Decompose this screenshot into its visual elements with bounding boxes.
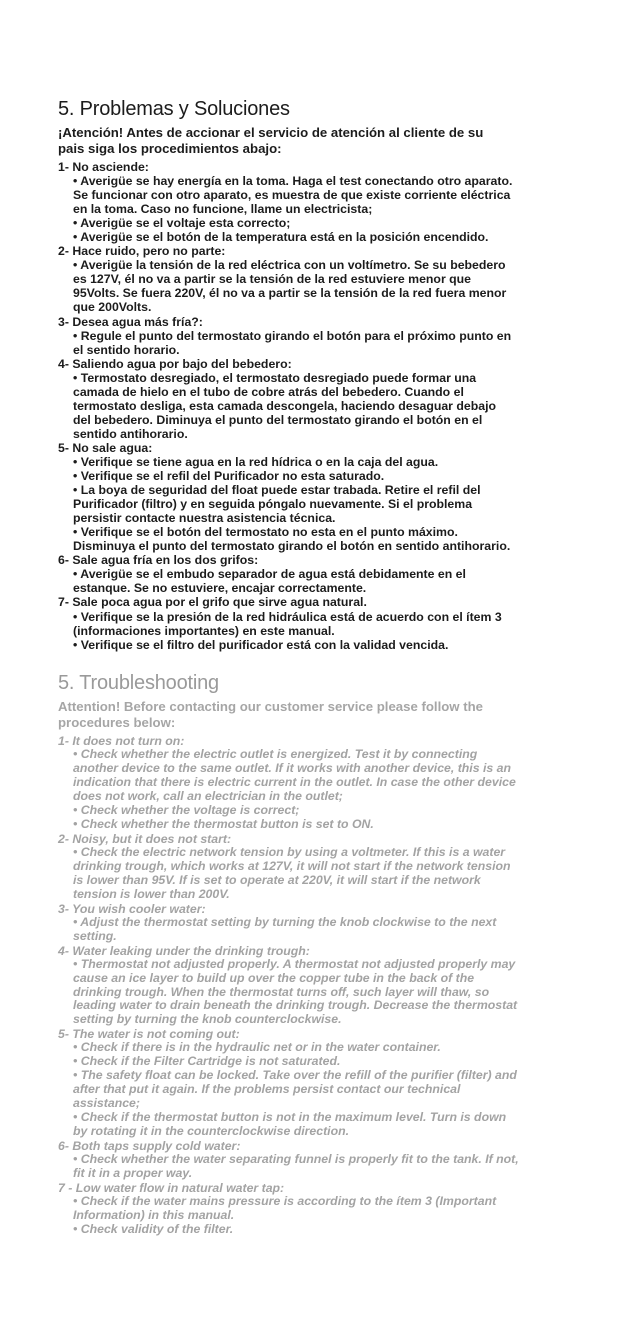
- solution-line: • Check validity of the filter.: [73, 1222, 234, 1237]
- solution-line: leading water to drain beneath the drinking trough. Decrease the thermostat: [73, 998, 518, 1013]
- solution-line: indication that there is electric current in the outlet. In case the other device: [73, 774, 516, 789]
- attention-line: Attention! Before contacting our customer service please follow the: [58, 699, 484, 714]
- problem-item: [58, 315, 574, 357]
- solution-line: • Check if the thermostat button is not in the maximum level. Turn is down: [73, 1110, 507, 1125]
- solution-line: termostato desliga, esta camada descongela, haciendo desaguar debajo: [73, 398, 497, 413]
- solution-line: is lower than 95V. If is set to operate at 220V, it will start if the network: [73, 872, 481, 887]
- solution-line: • Regule el punto del termostato girando el botón para el próximo punto en: [73, 328, 512, 343]
- solution-line: • The safety float can be locked. Take over the refill of the purifier (filter) and: [73, 1068, 517, 1083]
- problem-item: [58, 1139, 574, 1181]
- solution-line: • Check the electric network tension by using a voltmeter. If this is a water: [73, 844, 506, 859]
- problem-title: 3- You wish cooler water:: [58, 901, 206, 916]
- solution-line: sentido antihorario.: [73, 426, 188, 441]
- solution-line: after that put it again. If the problems persist contact our technical: [73, 1082, 461, 1097]
- solution-line: • Check whether the water separating funnel is properly fit to the tank. If not,: [73, 1152, 519, 1167]
- attention-notice: [58, 699, 574, 730]
- problem-title: 5- The water is not coming out:: [58, 1027, 240, 1042]
- solution-line: • Check if there is in the hydraulic net or in the water container.: [73, 1040, 441, 1055]
- solution-line: • Check whether the electric outlet is energized. Test it by connecting: [73, 747, 478, 762]
- problem-title: 3- Desea agua más fría?:: [58, 314, 203, 329]
- problem-title: 1- No asciende:: [58, 160, 149, 174]
- solution-line: Information) in this manual.: [73, 1208, 235, 1223]
- problem-item: [58, 902, 574, 944]
- solution-line: setting.: [73, 928, 117, 943]
- solution-line: • Averigüe se el botón de la temperatura está en la posición encendido.: [73, 230, 489, 245]
- solution-line: assistance;: [73, 1096, 140, 1111]
- attention-line: pais siga los procedimientos abajo:: [58, 140, 282, 156]
- solution-line: • Verifique se el botón del termostato no esta en el punto máximo.: [73, 525, 458, 540]
- solution-line: Disminuya el punto del termostato girando el botón en sentido antihorario.: [73, 539, 511, 554]
- solution-line: 95Volts. Se fuera 220V, él no va a partir se la tensión de la red fuera menor: [73, 286, 507, 301]
- problem-title: 6- Both taps supply cold water:: [58, 1139, 241, 1154]
- solution-line: • Verifique se el refil del Purificador no esta saturado.: [73, 469, 385, 484]
- solution-line: • Check whether the voltage is correct;: [73, 802, 300, 817]
- problem-item: [58, 357, 574, 441]
- solution-line: • Averigüe la tensión de la red eléctrica con un voltímetro. Se su bebedero: [73, 258, 506, 273]
- solution-line: tension is lower than 200V.: [73, 886, 230, 901]
- solution-line: (informaciones importantes) en este manual.: [73, 623, 335, 638]
- solution-line: • La boya de seguridad del float puede estar trabada. Retire el refil del: [73, 483, 481, 498]
- solution-line: fit it in a proper way.: [73, 1166, 193, 1181]
- solution-line: • Check if the water mains pressure is according to the ítem 3 (Important: [73, 1194, 497, 1209]
- solution-line: Purificador (filtro) y en seguida póngalo nuevamente. Si el problema: [73, 497, 473, 512]
- solution-line: el sentido horario.: [73, 342, 180, 357]
- attention-notice: [58, 125, 574, 156]
- solution-line: drinking trough. When the thermostat turns off, such layer will thaw, so: [73, 984, 490, 999]
- problem-title: 7 - Low water flow in natural water tap:: [58, 1181, 285, 1196]
- solution-line: • Averigüe se el voltaje esta correcto;: [73, 216, 291, 231]
- solution-line: • Check if the Filter Cartridge is not saturated.: [73, 1054, 341, 1069]
- solution-line: camada de hielo en el tubo de cobre atrás del bebedero. Cuando el: [73, 384, 464, 399]
- attention-line: procedures below:: [58, 714, 176, 730]
- solution-line: by rotating it in the counterclockwise direction.: [73, 1124, 350, 1139]
- solution-line: does not work, call an electrician in the outlet;: [73, 788, 343, 803]
- problem-item: [58, 160, 574, 244]
- problem-title: 2- Noisy, but it does not start:: [58, 831, 232, 846]
- problem-item: [58, 553, 574, 595]
- problem-item: [58, 1027, 574, 1139]
- solution-line: drinking trough, which works at 127V, it will not start if the network tension: [73, 858, 511, 873]
- spanish-section: [58, 98, 574, 652]
- solution-line: • Termostato desregiado, el termostato desregiado puede formar una: [73, 370, 477, 385]
- problem-item: [58, 832, 574, 902]
- solution-line: • Averigüe se el embudo separador de agua está debidamente en el: [73, 567, 466, 582]
- section-title: 5. Problemas y Soluciones: [58, 98, 290, 120]
- problem-item: [58, 244, 574, 314]
- solution-line: Se funcionar con otro aparato, es muestra de que existe corriente eléctrica: [73, 188, 511, 203]
- solution-line: another device to the same outlet. If it works with another device, this is an: [73, 761, 512, 775]
- solution-line: en la toma. Caso no funcione, llame un electricista;: [73, 202, 373, 217]
- solution-line: es 127V, él no va a partir se la tensión de la red estuviere menor que: [73, 272, 472, 287]
- problem-item: [58, 441, 574, 553]
- problem-title: 2- Hace ruido, pero no parte:: [58, 244, 226, 259]
- problem-list: [58, 734, 574, 1237]
- solution-line: estanque. Se no estuviere, encajar correctamente.: [73, 581, 367, 596]
- solution-line: cause an ice layer to build up over the copper tube in the back of the: [73, 970, 475, 985]
- english-section: [58, 672, 574, 1237]
- problem-title: 1- It does not turn on:: [58, 734, 185, 748]
- problem-item: [58, 734, 574, 832]
- problem-item: [58, 944, 574, 1028]
- problem-title: 6- Sale agua fría en los dos grifos:: [58, 553, 259, 568]
- solution-line: • Verifique se la presión de la red hidráulica está de acuerdo con el ítem 3: [73, 609, 502, 624]
- problem-title: 4- Water leaking under the drinking trough:: [58, 943, 310, 958]
- solution-line: setting by turning the knob counterclockwise.: [73, 1012, 342, 1027]
- problem-title: 4- Saliendo agua por bajo del bebedero:: [58, 356, 292, 371]
- solution-line: • Verifique se tiene agua en la red hídrica o en la caja del agua.: [73, 454, 439, 469]
- solution-line: persistir contacte nuestra asistencia técnica.: [73, 511, 336, 526]
- solution-line: • Check whether the thermostat button is set to ON.: [73, 816, 374, 831]
- solution-line: del bebedero. Diminuya el punto del termostato girando el botón en el: [73, 412, 483, 427]
- solution-line: • Verifique se el filtro del purificador está con la validad vencida.: [73, 637, 449, 652]
- problem-item: [58, 1181, 574, 1237]
- problem-list: [58, 160, 574, 652]
- problem-title: 5- No sale agua:: [58, 440, 153, 455]
- problem-title: 7- Sale poca agua por el grifo que sirve agua natural.: [58, 595, 367, 610]
- solution-line: • Averigüe se hay energía en la toma. Haga el test conectando otro aparato.: [73, 174, 513, 189]
- solution-line: que 200Volts.: [73, 300, 152, 315]
- problem-item: [58, 595, 574, 651]
- attention-line: ¡Atención! Antes de accionar el servicio de atención al cliente de su: [58, 125, 484, 140]
- solution-line: • Adjust the thermostat setting by turning the knob clockwise to the next: [73, 914, 497, 929]
- solution-line: • Thermostat not adjusted properly. A thermostat not adjusted properly may: [73, 956, 516, 971]
- section-title: 5. Troubleshooting: [58, 672, 219, 694]
